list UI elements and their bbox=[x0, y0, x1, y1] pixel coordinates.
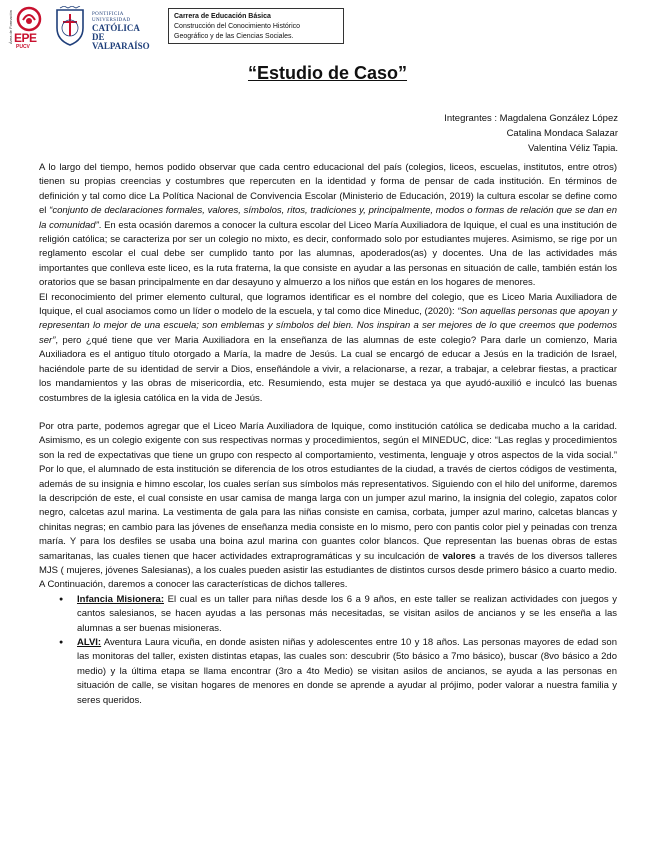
paragraph-gap bbox=[39, 406, 617, 420]
pucv-text bbox=[92, 12, 154, 51]
paragraph-3-text-a: Por otra parte, podemos agregar que el Liceo María Auxiliadora de Iquique, como institución católica se dedicaba mucho a la caridad. Asimismo, es un colegio exigente con sus respectivas normas y procedimientos, según el MINEDUC, dice: “Las reglas y procedimientos son la red de expectativas que tiene un grupo con respecto al comportamiento, vestimenta, lenguaje y otros aspectos de la vida social.” Por lo que, el alumnado de esta institución se diferencia de los otros estudiantes de la ciudad, a través de ciertos códigos de vestimenta, además de su insignia e himno escolar, los cuales serían sus símbolos más representativos. Siguiendo con el hilo del uniforme, daremos la descripción de este, el cual consiste en usar camisa de manga larga con un jumper azul marino, la insignia del colegio, zapatos color negro, calcetas azul marina. La vestimenta de gala para las niñas consiste en camisa, corbata, jumper azul marino, calcetas blancas y chinitas negras; en cambio para las jóvenes de enseñanza media consiste en lo mismo, pero con pantis color piel y peinadas con trenza maría. Y para los desfiles se usaba una boina azul marina con guantes color blancos. Que representan las buenas obras de estas samaritanas, las cuales tienen que hacer actividades extraprogramáticas y su inculcación de bbox=[39, 420, 617, 562]
epe-logo-icon bbox=[16, 6, 42, 32]
pucv-line-3: CATÓLICA DE bbox=[92, 23, 140, 42]
list-item-text: Aventura Laura vicuña, en donde asisten niñas y adolescentes entre 10 y 18 años. Las personas mayores de edad son las monitoras del taller, existen distintas etapas, las cuales son: descubrir (5to básico a 7mo básico), buscar (8vo básico a 2do medio) y la última etapa se llama encontrar (3ro a 4to Medio) se visitan asilos de ancianos, se ayuda a las personas en situación de calle, se visitan hogares de menores en donde se aprende a ayudar al prójimo, poder valorar a nuestra familia y seres queridos. bbox=[77, 637, 617, 706]
pucv-line-1: PONTIFICIA bbox=[92, 12, 124, 17]
member-line-1: Integrantes : Magdalena González López bbox=[444, 113, 618, 124]
course-career: Carrera de Educación Básica bbox=[174, 13, 271, 20]
list-item bbox=[77, 593, 617, 636]
member-line-3: Valentina Véliz Tapia. bbox=[528, 143, 618, 154]
members-block bbox=[444, 111, 618, 156]
list-item-text: El cual es un taller para niñas desde los 6 a 9 años, en este taller se realizan actividades con juegos y cantos salesianos, se hacen ayudas a las personas más necesitadas, se visitan asilos de ancianos y se les enseña a las alumnas a ser buenas misioneras. bbox=[77, 593, 617, 634]
paragraph-3 bbox=[39, 420, 617, 593]
paragraph-3-text-c: a través de los diversos talleres MJS ( mujeres, jóvenes Salesianas), a los cuales pueden asistir las estudiantes de distintos cursos desde primero básico a cuarto medio. A Continuación, daremos a conocer las características de dichos talleres. bbox=[39, 550, 617, 591]
pucv-line-4: VALPARAÍSO bbox=[92, 41, 150, 51]
university-seal-icon bbox=[54, 6, 86, 46]
paragraph-2-text-c: , pero ¿qué tiene que ver Maria Auxiliadora en la enseñanza de las alumnas de este colegio? Para darle un comienzo, Maria Auxiliadora es el antiguo título otorgado a María, la madre de Jesús. La cual se encargó de educar a Jesús en la tradición de Israel, haciéndole parte de su identidad de servir a Dios, enseñándole a vivir, a relacionarse, a rezar, a trabajar, a celebrar fiestas, a practicar los mandamientos y las obras de misericordia, etc. Resumiendo, esta mujer se destaca ya que ayudó-auxilió e inculcó las buenas costumbres de la iglesia católica en la vida de Jesús. bbox=[39, 334, 617, 404]
epe-sub: PUCV bbox=[16, 44, 30, 50]
list-item-label: Infancia Misionera: bbox=[77, 593, 165, 605]
course-name-line-1: Construcción del Conocimiento Histórico bbox=[174, 23, 301, 30]
pucv-logo bbox=[54, 6, 154, 50]
document-body bbox=[39, 161, 617, 708]
paragraph-1-text-a: A lo largo del tiempo, hemos podido observar que cada centro educacional del país (colegios, liceos, escuelas, institutos, entre otros) tienen su propias creencias y costumbres que repercuten en la identidad y forma de pensar de cada institución. En términos de definición y tal como dice La Política Nacional de Convivencia Escolar (Ministerio de Educación, 2019) la cultura escolar se define como el bbox=[39, 162, 617, 217]
paragraph-1 bbox=[39, 161, 617, 291]
page-title: “Estudio de Caso” bbox=[247, 63, 408, 83]
epe-side-label: Área de Formación bbox=[8, 10, 13, 45]
workshop-list bbox=[39, 593, 617, 708]
list-item bbox=[77, 636, 617, 708]
paragraph-2-quote: “Son aquellas personas que apoyan y representan lo mejor de una escuela; son emblemas y símbolos del bien. Nos inspiran a ser mejores de lo que creemos que podemos ser” bbox=[39, 306, 617, 346]
pucv-line-2: UNIVERSIDAD bbox=[92, 18, 131, 23]
paragraph-3-bold: valores bbox=[442, 550, 476, 562]
paragraph-2-text-a: El reconocimiento del primer elemento cultural, que logramos identificar es el nombre del colegio, que es Liceo Maria Auxiliadora de Iquique, el cual asociamos como un líder o modelo de la escuela, y tal como dice Mineduc, (2020): bbox=[39, 291, 617, 318]
epe-logo bbox=[8, 4, 46, 50]
paragraph-2 bbox=[39, 291, 617, 406]
course-info-box bbox=[168, 8, 344, 44]
list-item-label: ALVI: bbox=[77, 637, 102, 648]
paragraph-1-quote: “conjunto de declaraciones formales, valores, símbolos, ritos, tradiciones y, principalmente, modos o formas de relación que se dan en la comunidad” bbox=[39, 205, 617, 231]
course-name-line-2: Geográfico y de las Ciencias Sociales. bbox=[174, 33, 294, 40]
epe-letters: EPE bbox=[14, 31, 37, 45]
paragraph-1-text-c: . En esta ocasión daremos a conocer la cultura escolar del Liceo María Auxiliadora de Iquique, el cual es una institución de religión católica; se caracteriza por ser un colegio no mixto, es decir, conformado solo por estudiantes mujeres. Asimismo, se rige por un reglamento escolar el cual debe ser cumplido tanto por las alumnas, apoderados(as) y docentes. Una de las actividades más importantes que conlleva este liceo, es la ruta fraterna, la que consiste en ayudar a las personas en situación de calle, también están los oratorios que se basan principalmente en dar desayuno y almuerzo a los niños que están en los hogares de menores. bbox=[39, 219, 618, 289]
member-line-2: Catalina Mondaca Salazar bbox=[506, 128, 618, 139]
